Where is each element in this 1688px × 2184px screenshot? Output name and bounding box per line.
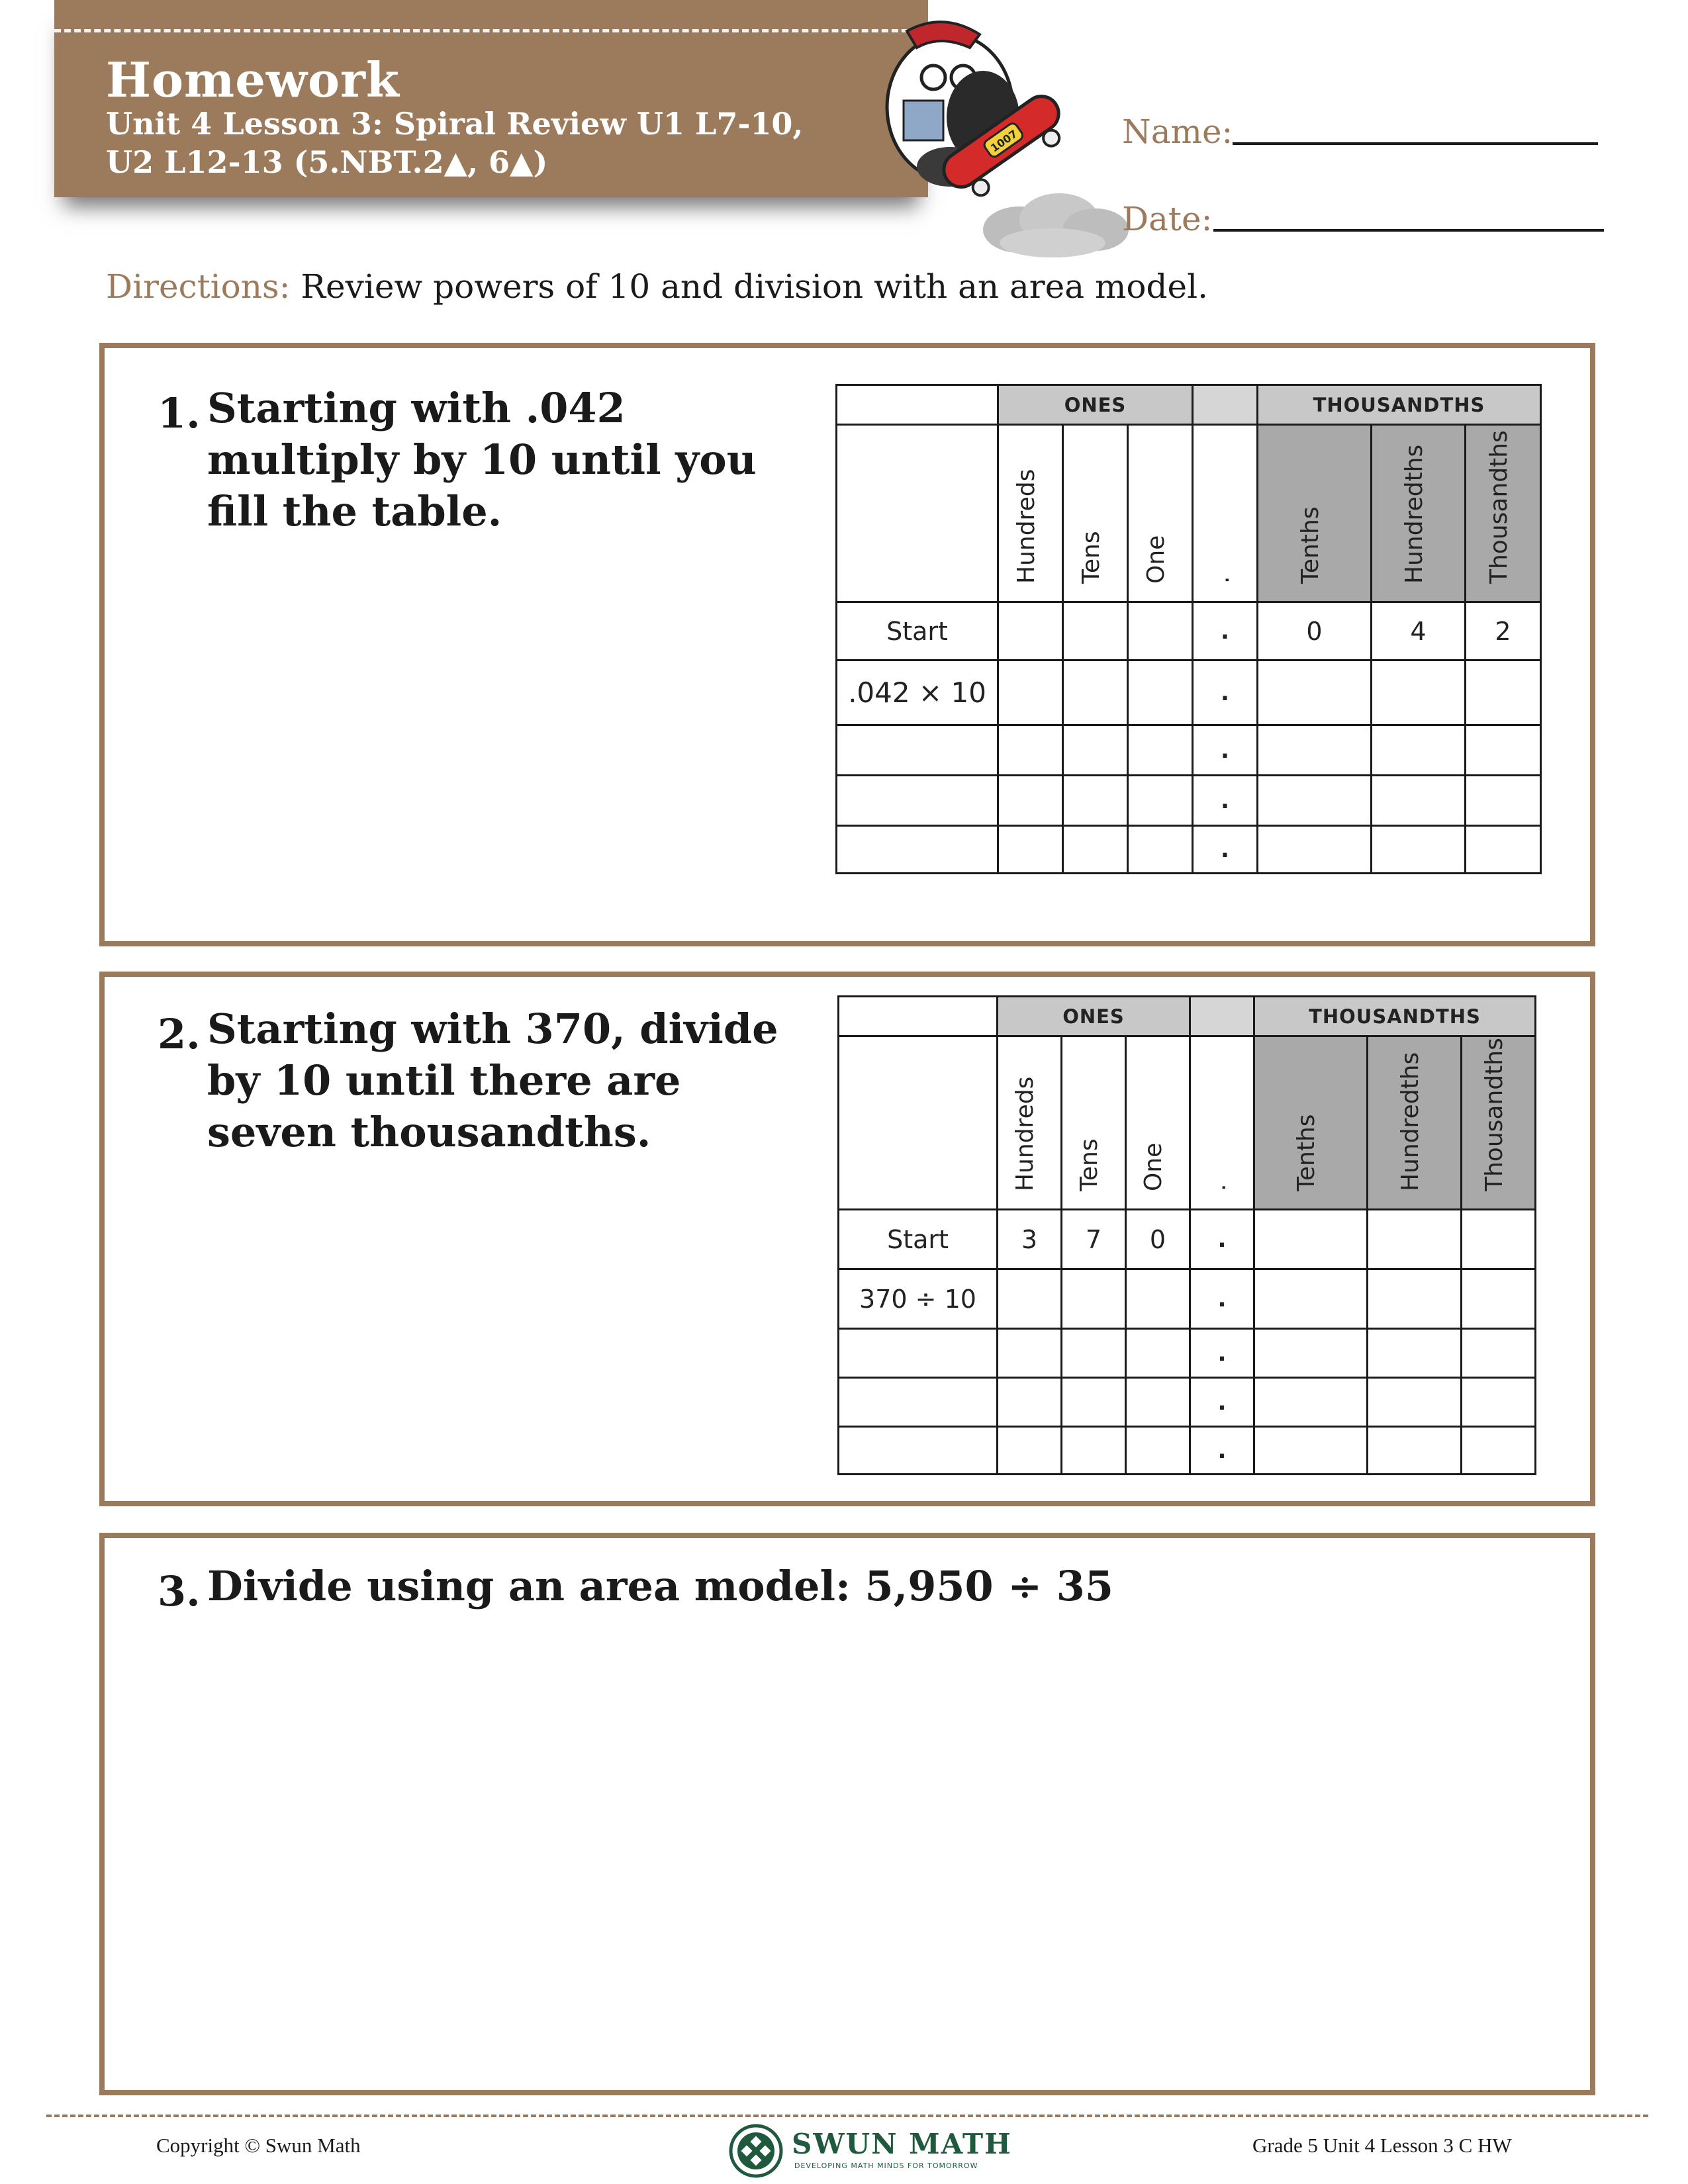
cell-one[interactable] <box>1126 1378 1190 1427</box>
column-header-decimal: . <box>1204 1183 1231 1191</box>
cell-tens[interactable] <box>1062 1378 1126 1427</box>
cell-tenths[interactable] <box>1254 1210 1368 1269</box>
cell-hundredths[interactable] <box>1372 776 1466 826</box>
cell-thousandths[interactable]: 2 <box>1466 602 1541 660</box>
cell-decimal-point: . <box>1193 725 1258 776</box>
cell-decimal-point: . <box>1193 826 1258 874</box>
row-label: .042 × 10 <box>837 660 998 725</box>
swun-math-logo-text: SWUN MATH <box>792 2128 1012 2160</box>
cell-hundredths[interactable] <box>1368 1427 1462 1475</box>
cell-hundredths[interactable] <box>1368 1210 1462 1269</box>
cell-decimal-point: . <box>1190 1329 1254 1378</box>
cell-thousandths[interactable] <box>1466 660 1541 725</box>
table-row <box>839 1378 1536 1427</box>
cell-one[interactable] <box>1128 725 1193 776</box>
cell-tenths[interactable] <box>1258 660 1372 725</box>
group-header-ones: ONES <box>998 997 1190 1036</box>
cell-tenths[interactable] <box>1254 1329 1368 1378</box>
cell-tens[interactable] <box>1062 1329 1126 1378</box>
cell-thousandths[interactable] <box>1462 1329 1536 1378</box>
cell-one[interactable] <box>1128 660 1193 725</box>
cell-decimal-point: . <box>1190 1210 1254 1269</box>
group-header-thousandths: THOUSANDTHS <box>1254 997 1536 1036</box>
problem-3-box[interactable] <box>99 1533 1595 2095</box>
lesson-subtitle-line2: U2 L12-13 (5.NBT.2▲, 6▲) <box>106 144 548 180</box>
cell-hundredths[interactable] <box>1372 725 1466 776</box>
cell-thousandths[interactable] <box>1462 1378 1536 1427</box>
row-label[interactable] <box>839 1329 998 1378</box>
cell-hundredths[interactable] <box>1372 660 1466 725</box>
column-header-thousandths: Thousandths <box>1485 430 1513 584</box>
table-row <box>839 1329 1536 1378</box>
cell-hundreds[interactable] <box>998 1329 1062 1378</box>
cell-hundreds[interactable] <box>998 826 1063 874</box>
table-row <box>837 826 1541 874</box>
row-label[interactable] <box>839 1378 998 1427</box>
cell-thousandths[interactable] <box>1466 826 1541 874</box>
cell-tens[interactable] <box>1062 1427 1126 1475</box>
cell-hundreds[interactable] <box>998 602 1063 660</box>
column-header-blank <box>837 425 998 602</box>
column-header-hundreds: Hundreds <box>1011 1076 1039 1191</box>
group-header-blank <box>1193 385 1258 425</box>
cell-tenths[interactable] <box>1258 826 1372 874</box>
place-value-table-1 <box>835 384 1542 874</box>
table-row <box>837 776 1541 826</box>
problem-1-number: 1. <box>158 389 201 437</box>
directions-text: Review powers of 10 and division with an area model. <box>290 267 1208 306</box>
cell-hundreds[interactable] <box>998 660 1063 725</box>
cell-hundredths[interactable] <box>1368 1378 1462 1427</box>
cell-decimal-point: . <box>1190 1378 1254 1427</box>
footer-copyright: Copyright © Swun Math <box>156 2134 361 2157</box>
cell-tenths[interactable] <box>1258 776 1372 826</box>
column-header-tens: Tens <box>1077 531 1105 584</box>
cell-tens[interactable] <box>1062 1269 1126 1329</box>
column-header-tens: Tens <box>1076 1138 1103 1191</box>
column-header-one: One <box>1142 535 1170 584</box>
problem-2-number: 2. <box>158 1010 201 1058</box>
column-header-tenths: Tenths <box>1293 1114 1320 1191</box>
column-header-thousandths: Thousandths <box>1480 1038 1508 1191</box>
cell-thousandths[interactable] <box>1462 1269 1536 1329</box>
cell-hundreds[interactable] <box>998 776 1063 826</box>
row-label[interactable] <box>837 826 998 874</box>
cell-tens[interactable] <box>1063 776 1128 826</box>
cell-decimal-point: . <box>1190 1427 1254 1475</box>
cell-thousandths[interactable] <box>1462 1210 1536 1269</box>
cell-hundredths[interactable] <box>1368 1329 1462 1378</box>
cell-tenths[interactable] <box>1254 1378 1368 1427</box>
smoke-cloud-icon <box>980 187 1132 259</box>
cell-decimal-point: . <box>1190 1269 1254 1329</box>
table-row <box>837 660 1541 725</box>
column-header-one: One <box>1140 1142 1167 1191</box>
cell-decimal-point: . <box>1193 602 1258 660</box>
cell-one[interactable] <box>1126 1329 1190 1378</box>
cell-one[interactable] <box>1128 826 1193 874</box>
date-label: Date: <box>1122 200 1213 238</box>
mascot-skateboard-icon <box>870 8 1062 213</box>
problem-3-text: Divide using an area model: 5,950 ÷ 35 <box>207 1562 1114 1610</box>
cell-tens[interactable] <box>1063 602 1128 660</box>
table-corner-cell <box>837 385 998 425</box>
cell-hundreds[interactable] <box>998 725 1063 776</box>
name-label: Name: <box>1122 113 1233 151</box>
cell-tenths[interactable] <box>1254 1427 1368 1475</box>
table-row <box>837 602 1541 660</box>
cell-hundreds[interactable] <box>998 1269 1062 1329</box>
column-header-decimal: . <box>1207 576 1235 584</box>
row-label: 370 ÷ 10 <box>839 1269 998 1329</box>
group-header-thousandths: THOUSANDTHS <box>1258 385 1541 425</box>
group-header-ones: ONES <box>998 385 1193 425</box>
swun-math-logo-tagline: DEVELOPING MATH MINDS FOR TOMORROW <box>794 2161 978 2170</box>
footer-lesson-code: Grade 5 Unit 4 Lesson 3 C HW <box>1252 2134 1512 2157</box>
cell-tenths[interactable]: 0 <box>1258 602 1372 660</box>
column-header-hundreds: Hundreds <box>1012 469 1040 584</box>
header-banner <box>54 0 928 197</box>
column-header-tenths: Tenths <box>1296 506 1324 584</box>
cell-hundredths[interactable] <box>1368 1269 1462 1329</box>
page-title: Homework <box>106 52 400 108</box>
row-label: Start <box>839 1210 998 1269</box>
cell-tens[interactable] <box>1063 660 1128 725</box>
cell-tenths[interactable] <box>1254 1269 1368 1329</box>
table-row <box>839 1427 1536 1475</box>
cell-hundreds[interactable] <box>998 1378 1062 1427</box>
swun-math-logo-icon <box>728 2123 784 2179</box>
cell-hundreds[interactable] <box>998 1427 1062 1475</box>
problem-2-text: Starting with 370, divide by 10 until there are seven thousandths. <box>207 1005 778 1156</box>
cell-thousandths[interactable] <box>1462 1427 1536 1475</box>
mascot-badge-text: 1007 <box>988 127 1020 155</box>
row-label[interactable] <box>837 776 998 826</box>
cell-tenths[interactable] <box>1258 725 1372 776</box>
place-value-table-2 <box>837 995 1536 1475</box>
table-corner-cell <box>839 997 998 1036</box>
cell-hundredths[interactable]: 4 <box>1372 602 1466 660</box>
group-header-blank <box>1190 997 1254 1036</box>
directions <box>106 267 1208 306</box>
cell-thousandths[interactable] <box>1466 776 1541 826</box>
footer-divider <box>46 2115 1648 2117</box>
table-row <box>839 1210 1536 1269</box>
directions-label: Directions: <box>106 267 291 306</box>
row-label[interactable] <box>837 725 998 776</box>
row-label: Start <box>837 602 998 660</box>
row-label[interactable] <box>839 1427 998 1475</box>
cell-one[interactable] <box>1126 1427 1190 1475</box>
cell-decimal-point: . <box>1193 776 1258 826</box>
date-input-line[interactable] <box>1213 229 1604 232</box>
cell-one[interactable] <box>1128 776 1193 826</box>
column-header-hundredths: Hundredths <box>1400 444 1428 584</box>
cell-tens[interactable] <box>1063 725 1128 776</box>
problem-1-text: Starting with .042 multiply by 10 until you fill the table. <box>207 384 757 535</box>
cell-hundreds[interactable]: 3 <box>998 1210 1062 1269</box>
banner-dashed-line <box>54 29 928 32</box>
cell-one[interactable] <box>1128 602 1193 660</box>
cell-hundredths[interactable] <box>1372 826 1466 874</box>
cell-tens[interactable]: 7 <box>1062 1210 1126 1269</box>
problem-3-number: 3. <box>158 1567 201 1615</box>
cell-decimal-point: . <box>1193 660 1258 725</box>
column-header-hundredths: Hundredths <box>1396 1052 1424 1191</box>
name-input-line[interactable] <box>1233 142 1598 145</box>
column-header-blank <box>839 1036 998 1210</box>
table-row <box>839 1269 1536 1329</box>
table-row <box>837 725 1541 776</box>
cell-thousandths[interactable] <box>1466 725 1541 776</box>
lesson-subtitle-line1: Unit 4 Lesson 3: Spiral Review U1 L7-10, <box>106 106 804 142</box>
cell-one[interactable] <box>1126 1269 1190 1329</box>
cell-one[interactable]: 0 <box>1126 1210 1190 1269</box>
cell-tens[interactable] <box>1063 826 1128 874</box>
